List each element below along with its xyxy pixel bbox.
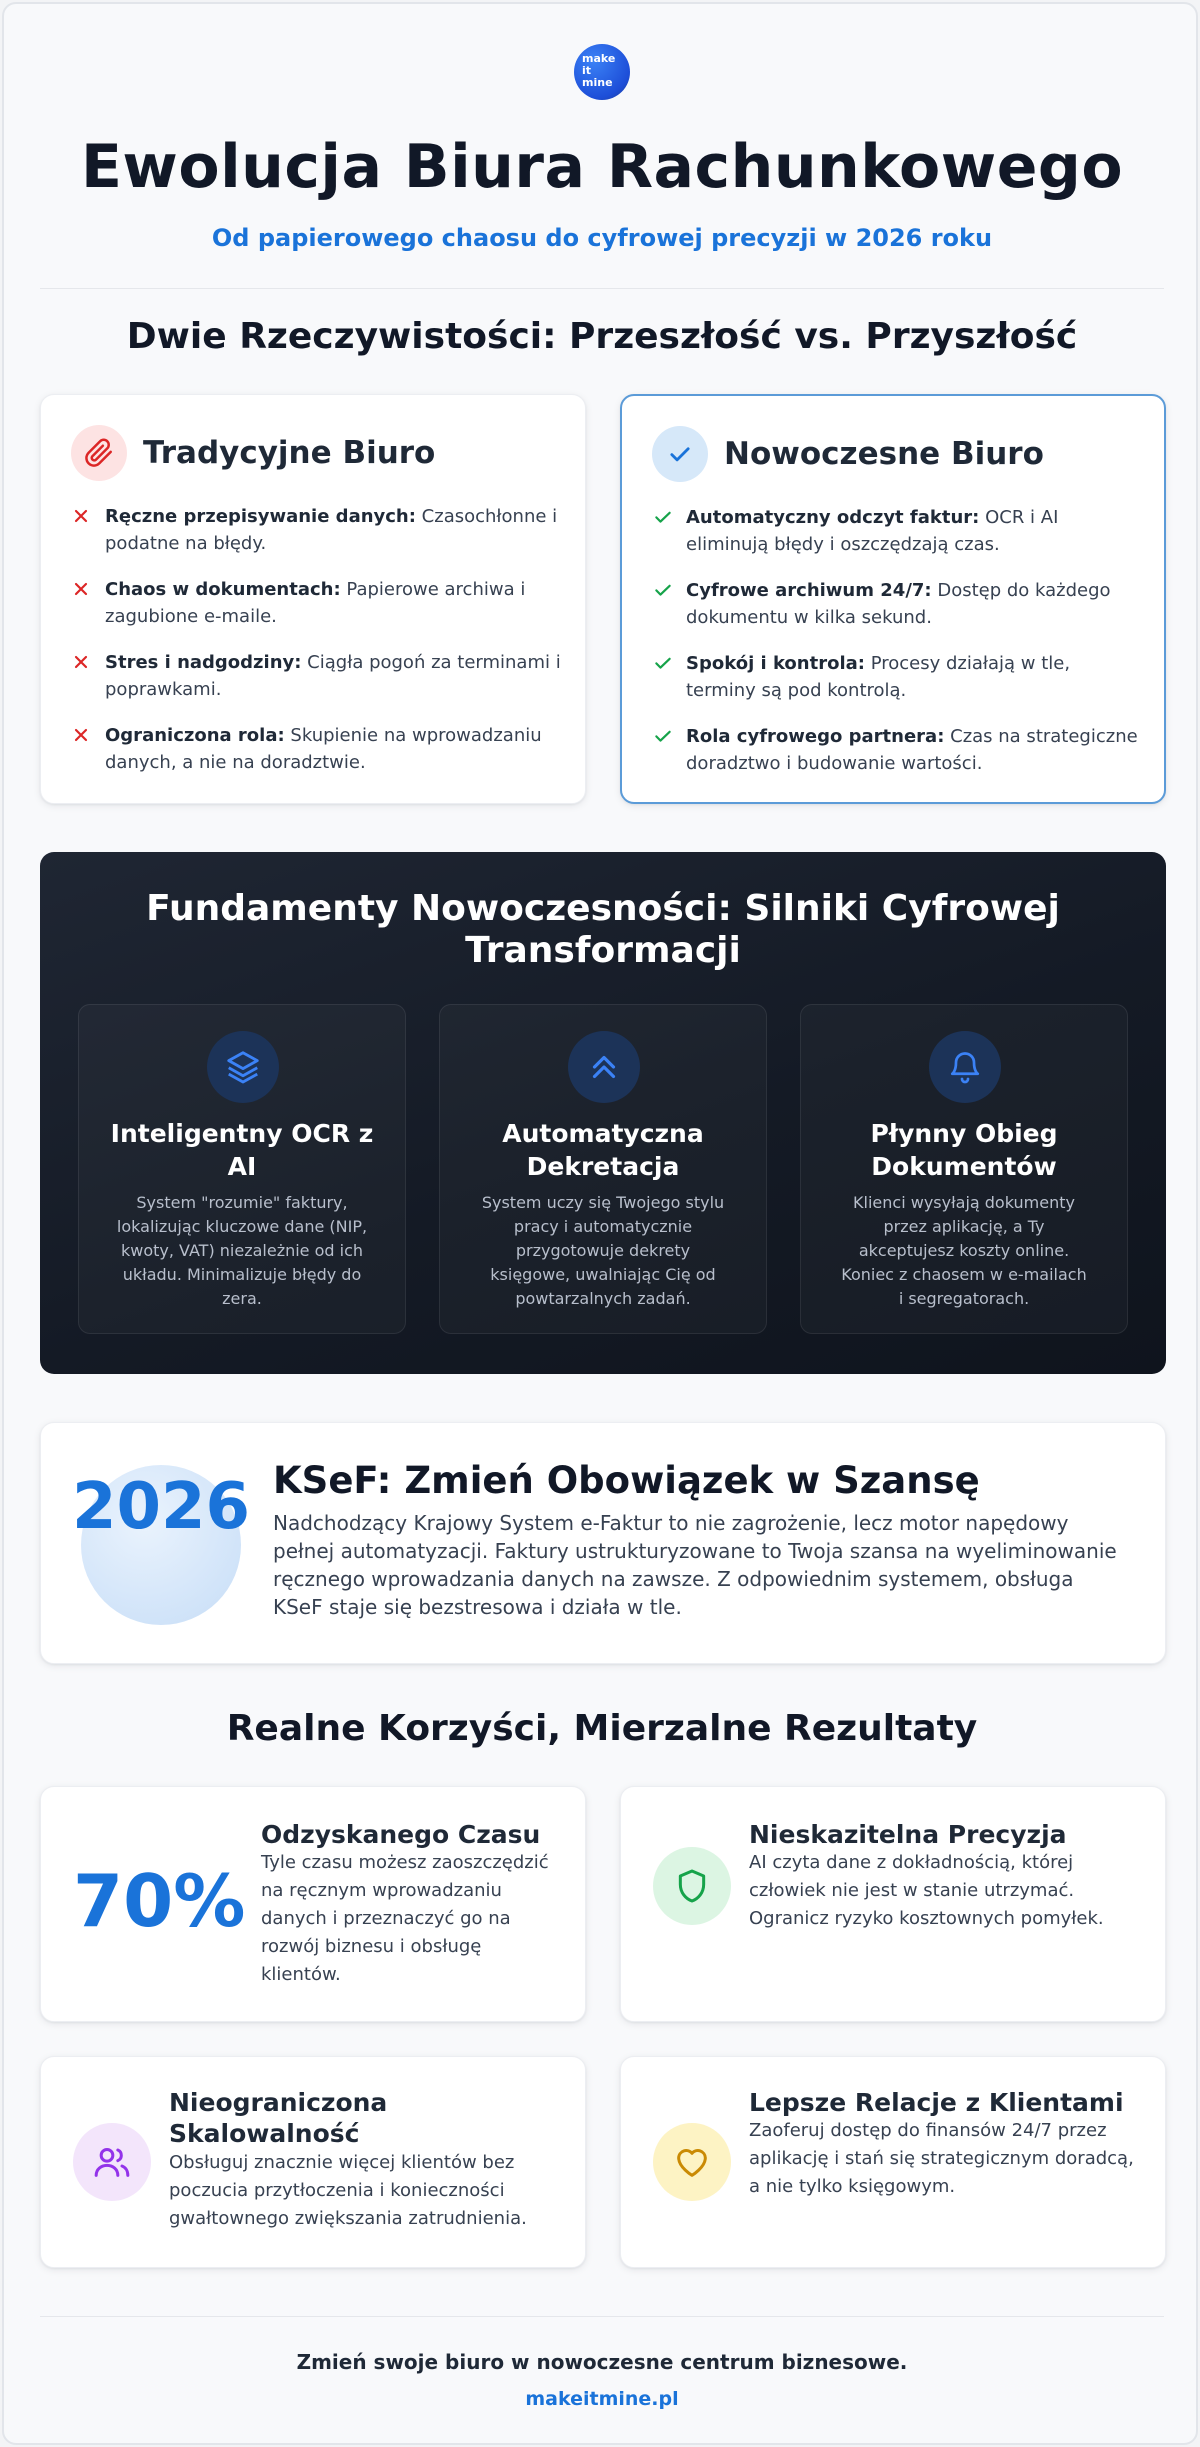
heart-icon	[653, 2123, 731, 2201]
benefits-title: Realne Korzyści, Mierzalne Rezultaty	[226, 1708, 978, 1749]
cross-icon	[71, 722, 105, 776]
year-text: 2026	[71, 1470, 251, 1544]
benefit-text: Obsługuj znacznie więcej klientów bez poczucia przytłoczenia i konieczności gwałtownego zwiększania zatrudnienia.	[169, 2152, 527, 2229]
engine-text: Klienci wysyłają dokumenty przez aplikację, a Ty akceptujesz koszty online. Koniec z chaosem w e-mailach i segregatorach.	[841, 1193, 1087, 1308]
list-item: Chaos w dokumentach: Papierowe archiwa i zagubione e-maile.	[71, 576, 561, 630]
modern-office-list	[652, 504, 1140, 796]
engine-text: System uczy się Twojego stylu pracy i automatycznie przygotowuje dekrety księgowe, uwalniając Cię od powtarzalnych zadań.	[481, 1193, 725, 1308]
benefit-title: Nieograniczona Skalowalność	[169, 2088, 388, 2148]
list-item: Stres i nadgodziny: Ciągła pogoń za terminami i poprawkami.	[71, 649, 561, 703]
footer-divider	[40, 2316, 1164, 2317]
engine-card-ocr	[78, 1004, 406, 1334]
traditional-office-card	[40, 394, 586, 804]
users-icon	[73, 2123, 151, 2201]
engine-title: Inteligentny OCR z AI	[110, 1119, 374, 1181]
check-icon	[652, 577, 686, 631]
benefit-text: Tyle czasu możesz zaoszczędzić na ręcznym wprowadzaniu danych i przeznaczyć go na rozwój biznesu i obsługę klientów.	[261, 1852, 549, 1985]
benefit-title: Lepsze Relacje z Klientami	[749, 2088, 1124, 2117]
list-item: Spokój i kontrola: Procesy działają w tle, terminy są pod kontrolą.	[652, 650, 1140, 704]
benefit-text: AI czyta dane z dokładnością, której człowiek nie jest w stanie utrzymać. Ogranicz ryzyko kosztownych pomyłek.	[749, 1852, 1104, 1929]
comparison-title: Dwie Rzeczywistości: Przeszłość vs. Przyszłość	[126, 316, 1078, 357]
chevrons-up-icon	[568, 1031, 640, 1103]
engine-title: Płynny Obieg Dokumentów	[870, 1119, 1058, 1181]
paperclip-icon	[71, 425, 127, 481]
check-icon	[652, 426, 708, 482]
foundations-section	[40, 852, 1166, 1374]
benefit-title: Nieskazitelna Precyzja	[749, 1820, 1067, 1849]
page-title: Ewolucja Biura Rachunkowego	[80, 132, 1124, 202]
modern-office-title: Nowoczesne Biuro	[724, 436, 1044, 472]
modern-office-card	[620, 394, 1166, 804]
check-icon	[652, 650, 686, 704]
list-item: Cyfrowe archiwum 24/7: Dostęp do każdego dokumentu w kilka sekund.	[652, 577, 1140, 631]
bell-icon	[929, 1031, 1001, 1103]
benefit-card-precision	[620, 1786, 1166, 2022]
makeitmine-logo[interactable]: make it mine	[574, 44, 630, 100]
cross-icon	[71, 649, 105, 703]
engine-card-documents	[800, 1004, 1128, 1334]
check-icon	[652, 723, 686, 777]
page-subtitle: Od papierowego chaosu do cyfrowej precyzji w 2026 roku	[211, 224, 993, 252]
list-item: Automatyczny odczyt faktur: OCR i AI eliminują błędy i oszczędzają czas.	[652, 504, 1140, 558]
shield-icon	[653, 1847, 731, 1925]
website-link[interactable]: makeitmine.pl	[525, 2388, 679, 2410]
ksef-text: Nadchodzący Krajowy System e-Faktur to nie zagrożenie, lecz motor napędowy pełnej automatyzacji. Faktury ustrukturyzowane to Twoja szansa na wyeliminowanie ręcznego wprowadzania danych na zawsze. Z odpowiednim systemem, obsługa KSeF staje się bezstresowa i działa w tle.	[273, 1511, 1117, 1619]
cross-icon	[71, 576, 105, 630]
header-divider	[40, 288, 1164, 289]
foundations-title: Fundamenty Nowoczesności: Silniki Cyfrowej Transformacji	[146, 888, 1060, 971]
layers-icon	[207, 1031, 279, 1103]
engine-text: System "rozumie" faktury, lokalizując kluczowe dane (NIP, kwoty, VAT) niezależnie od ich układu. Minimalizuje błędy do zera.	[116, 1193, 368, 1308]
infographic-page	[2, 2, 1198, 2445]
engine-title: Automatyczna Dekretacja	[502, 1119, 704, 1181]
traditional-office-title: Tradycyjne Biuro	[143, 435, 436, 471]
benefit-card-scalability	[40, 2056, 586, 2268]
benefit-card-time	[40, 1786, 586, 2022]
cross-icon	[71, 503, 105, 557]
traditional-office-list	[71, 503, 561, 795]
ksef-title: KSeF: Zmień Obowiązek w Szansę	[273, 1459, 980, 1502]
list-item: Ograniczona rola: Skupienie na wprowadzaniu danych, a nie na doradztwie.	[71, 722, 561, 776]
benefit-card-relations	[620, 2056, 1166, 2268]
list-item: Rola cyfrowego partnera: Czas na strategiczne doradztwo i budowanie wartości.	[652, 723, 1140, 777]
benefit-text: Zaoferuj dostęp do finansów 24/7 przez aplikację i stań się strategicznym doradcą, a nie tylko księgowym.	[749, 2120, 1134, 2197]
footer-tagline: Zmień swoje biuro w nowoczesne centrum biznesowe.	[296, 2350, 908, 2374]
list-item: Ręczne przepisywanie danych: Czasochłonne i podatne na błędy.	[71, 503, 561, 557]
ksef-card	[40, 1422, 1166, 1664]
time-saved-value: 70%	[73, 1859, 246, 1943]
engine-card-decree	[439, 1004, 767, 1334]
check-icon	[652, 504, 686, 558]
benefit-title: Odzyskanego Czasu	[261, 1820, 541, 1849]
